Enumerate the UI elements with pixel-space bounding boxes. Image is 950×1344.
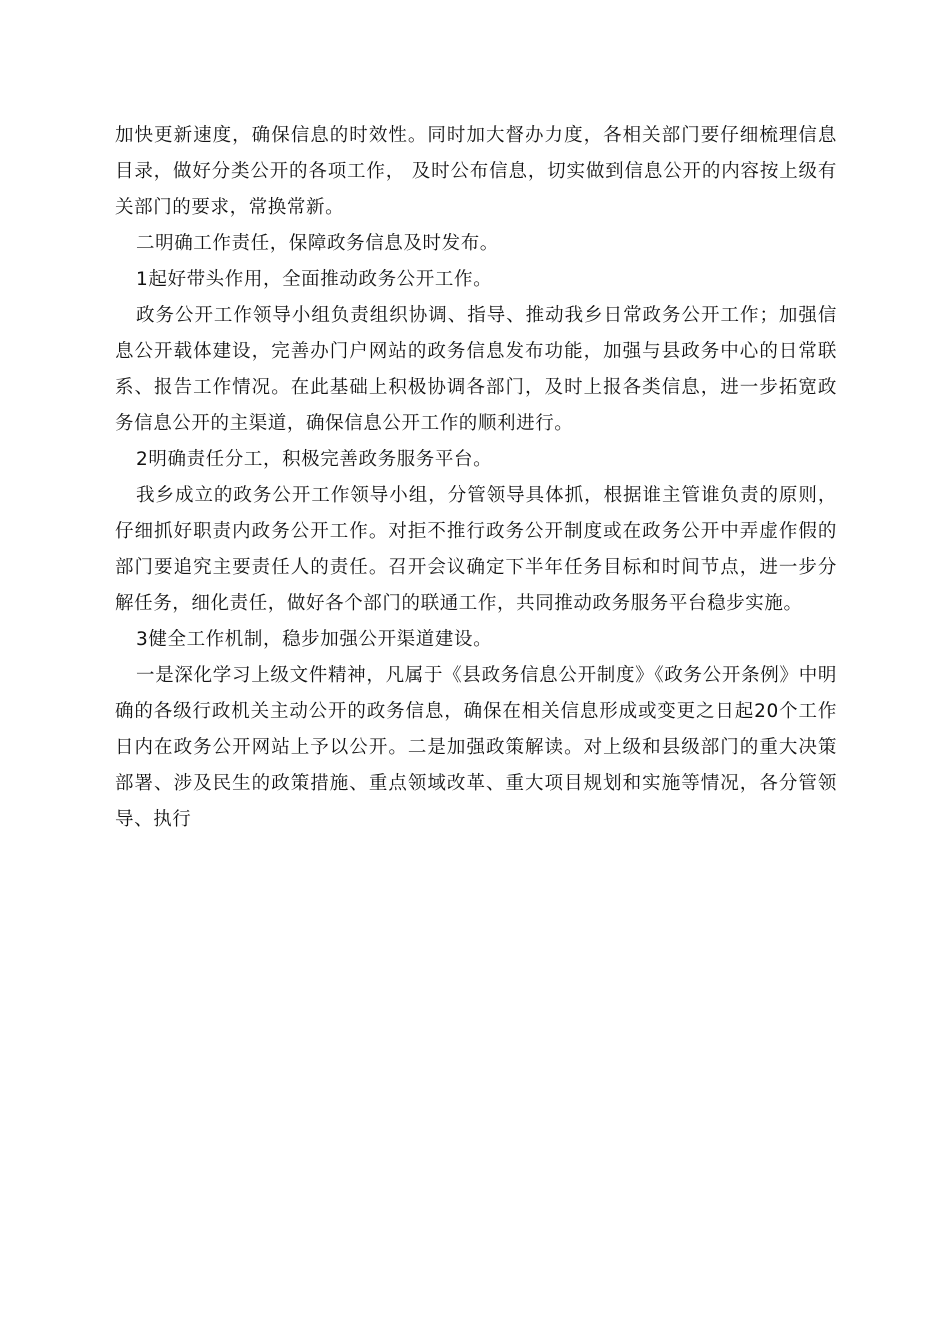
- paragraph-7-subheading: 3健全工作机制，稳步加强公开渠道建设。: [136, 629, 493, 650]
- paragraph-5-subheading: 2明确责任分工，积极完善政务服务平台。: [136, 449, 493, 470]
- paragraph-8: 一是深化学习上级文件精神，凡属于《县政务信息公开制度》《政务公开条例》中明确的各级行政机关主动公开的政务信息，确保在相关信息形成或变更之日起20个工作日内在政务公开网站上予以公开。二是加强政策解读。对上级和县级部门的重大决策部署、涉及民生的政策措施、重点领域改革、重大项目规划和实施等情况，各分管领导、执行: [115, 665, 837, 830]
- paragraph-3-subheading: 1起好带头作用，全面推动政务公开工作。: [136, 269, 493, 290]
- paragraph-1: 加快更新速度，确保信息的时效性。同时加大督办力度，各相关部门要仔细梳理信息目录，做好分类公开的各项工作， 及时公布信息，切实做到信息公开的内容按上级有关部门的要求，常换常新。: [115, 125, 837, 218]
- document-body: [115, 118, 837, 838]
- paragraph-2-heading: 二明确工作责任，保障政务信息及时发布。: [136, 233, 499, 254]
- paragraph-6: 我乡成立的政务公开工作领导小组，分管领导具体抓，根据谁主管谁负责的原则，仔细抓好职责内政务公开工作。对拒不推行政务公开制度或在政务公开中弄虚作假的部门要追究主要责任人的责任。召开会议确定下半年任务目标和时间节点，进一步分解任务，细化责任，做好各个部门的联通工作，共同推动政务服务平台稳步实施。: [115, 485, 837, 614]
- paragraph-4: 政务公开工作领导小组负责组织协调、指导、推动我乡日常政务公开工作；加强信息公开载体建设，完善办门户网站的政务信息发布功能，加强与县政务中心的日常联系、报告工作情况。在此基础上积极协调各部门，及时上报各类信息，进一步拓宽政务信息公开的主渠道，确保信息公开工作的顺利进行。: [115, 305, 837, 434]
